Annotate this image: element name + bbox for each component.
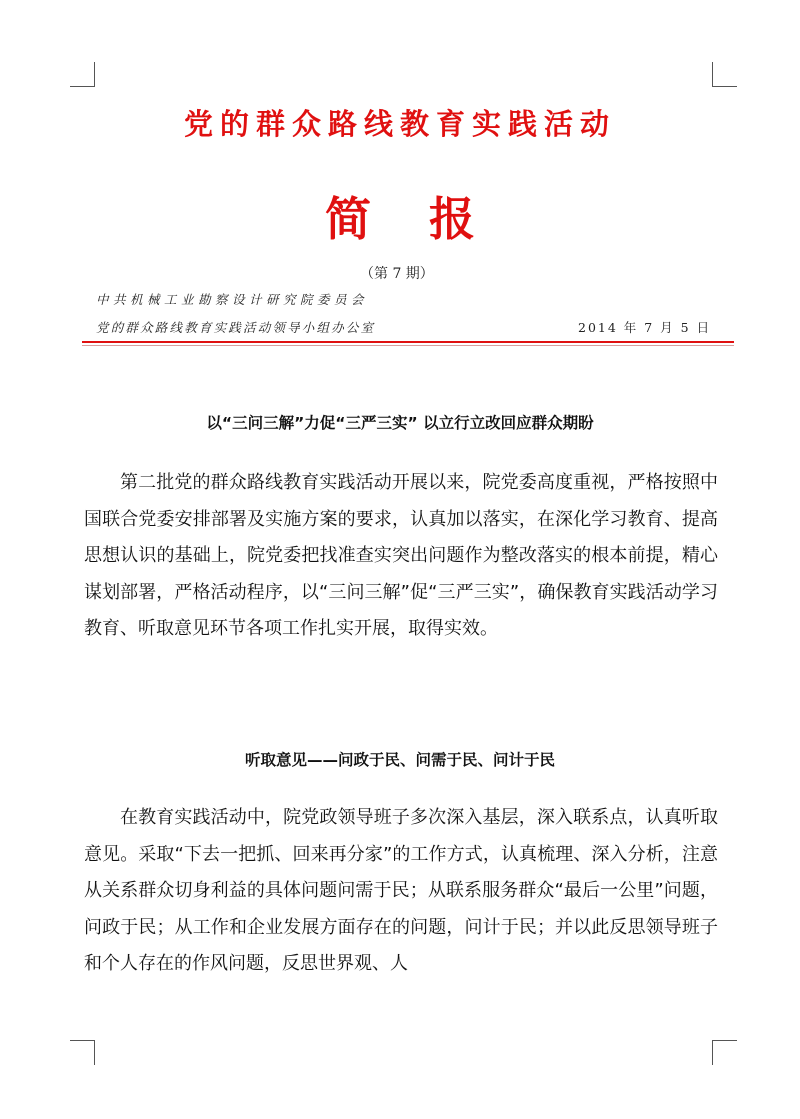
masthead-divider: [82, 341, 734, 343]
page-corner-mark-bottom-left: [70, 1040, 95, 1065]
issuing-office: 党的群众路线教育实践活动领导小组办公室: [96, 320, 376, 335]
page-corner-mark-top-right: [712, 62, 737, 87]
issue-date: 2014 年 7 月 5 日: [578, 320, 712, 335]
masthead-divider-shadow: [82, 345, 734, 346]
bulletin-name: 简报: [325, 192, 533, 246]
campaign-title: 党的群众路线教育实践活动: [183, 107, 616, 141]
page-corner-mark-top-left: [70, 62, 95, 87]
body-paragraph-2: 在教育实践活动中，院党政领导班子多次深入基层，深入联系点，认真听取意见。采取“下去一把抓、回来再分家”的工作方式，认真梳理、深入分析，注意从关系群众切身利益的具体问题问需于民；从联系服务群众“最后一公里”问题，问政于民；从工作和企业发展方面存在的问题，问计于民；并以此反思领导班子和个人存在的作风问题，反思世界观、人: [84, 807, 718, 974]
issue-number: （第 7 期）: [360, 266, 434, 282]
issuing-organization: 中共机械工业勘察设计研究院委员会: [96, 292, 369, 307]
body-paragraph-1: 第二批党的群众路线教育实践活动开展以来，院党委高度重视，严格按照中国联合党委安排部署及实施方案的要求，认真加以落实，在深化学习教育、提高思想认识的基础上，院党委把找准查实突出问题作为整改落实的根本前提，精心谋划部署，严格活动程序，以“三问三解”促“三严三实”，确保教育实践活动学习教育、听取意见环节各项工作扎实开展，取得实效。: [84, 472, 718, 639]
article-title: 以“三问三解”力促“三严三实” 以立行立改回应群众期盼: [206, 414, 594, 432]
section-heading: 听取意见——问政于民、问需于民、问计于民: [244, 751, 555, 769]
page-corner-mark-bottom-right: [712, 1040, 737, 1065]
